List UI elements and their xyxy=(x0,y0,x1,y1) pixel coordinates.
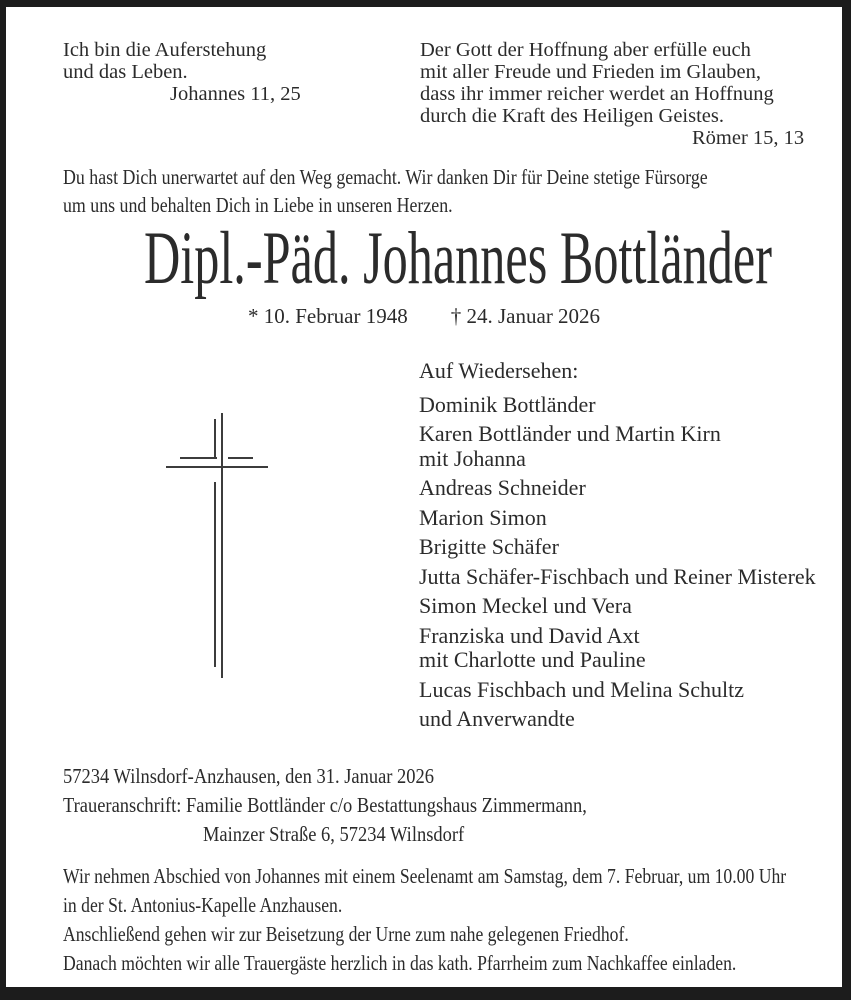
mourner-name: Franziska und David Axt xyxy=(419,622,640,648)
quote-line: mit aller Freude und Frieden im Glauben, xyxy=(420,61,762,83)
mourner-group xyxy=(419,422,829,471)
mourner-name: Lucas Fischbach und Melina Schultz xyxy=(419,676,745,702)
deceased-name: Dipl.-Päd. Johannes Bottländer xyxy=(143,217,772,300)
memorial-cross-icon xyxy=(160,405,280,690)
mourner-name: mit Johanna xyxy=(419,445,526,471)
mourner-name: Marion Simon xyxy=(419,504,547,530)
mourner-name: mit Charlotte und Pauline xyxy=(419,647,646,672)
death-date: † 24. Januar 2026 xyxy=(450,304,601,328)
mourner-group xyxy=(419,565,829,590)
mourner-name: und Anverwandte xyxy=(419,706,575,731)
mourner-group xyxy=(419,624,829,673)
quote-right-source: Römer 15, 13 xyxy=(692,127,805,149)
mourner-group xyxy=(419,393,829,418)
announcement-line: in der St. Antonius-Kapelle Anzhausen. xyxy=(63,893,343,917)
farewell-heading: Auf Wiedersehen: xyxy=(419,358,579,383)
announcement-line: Wir nehmen Abschied von Johannes mit einem Seelenamt am Samstag, dem 7. Februar, um 10.00 Uhr xyxy=(63,864,787,888)
birth-date: * 10. Februar 1948 xyxy=(247,304,408,328)
mourner-group xyxy=(419,707,829,732)
mourner-group xyxy=(419,594,829,619)
mourning-address-block xyxy=(63,762,823,849)
life-dates xyxy=(6,303,842,329)
address-line: Traueranschrift: Familie Bottländer c/o Bestattungshaus Zimmermann, xyxy=(63,793,587,817)
announcement-line: Danach möchten wir alle Trauergäste herzlich in das kath. Pfarrheim zum Nachkaffee einladen. xyxy=(63,951,737,975)
funeral-announcements xyxy=(63,862,843,978)
quote-line: Ich bin die Auferstehung xyxy=(63,39,267,61)
announcement-line: Anschließend gehen wir zur Beisetzung der Urne zum nahe gelegenen Friedhof. xyxy=(63,922,629,946)
intro-line: Du hast Dich unerwartet auf den Weg gemacht. Wir danken Dir für Deine stetige Fürsorge xyxy=(63,165,708,189)
mourner-group xyxy=(419,535,829,560)
mourner-name: Jutta Schäfer-Fischbach und Reiner Misterek xyxy=(419,563,816,589)
mourner-name: Simon Meckel und Vera xyxy=(419,593,632,618)
mourner-name: Dominik Bottländer xyxy=(419,391,596,417)
announcement-paragraph xyxy=(63,862,843,920)
mourner-group xyxy=(419,678,829,703)
mourners-section xyxy=(419,359,829,737)
quote-line: und das Leben. xyxy=(63,61,188,83)
address-line: Mainzer Straße 6, 57234 Wilnsdorf xyxy=(203,822,465,846)
quote-line: durch die Kraft des Heiligen Geistes. xyxy=(420,105,724,127)
quote-left-lines xyxy=(63,39,393,83)
intro-line: um uns und behalten Dich in Liebe in unseren Herzen. xyxy=(63,193,453,217)
announcement-paragraph xyxy=(63,949,843,978)
mourner-name: Andreas Schneider xyxy=(419,475,586,500)
quote-line: Der Gott der Hoffnung aber erfülle euch xyxy=(420,39,751,61)
announcement-paragraph xyxy=(63,920,843,949)
scripture-quote-left xyxy=(63,39,393,105)
quote-right-lines xyxy=(420,39,820,127)
mourner-name: Brigitte Schäfer xyxy=(419,534,559,559)
mourner-group xyxy=(419,476,829,501)
quote-line: dass ihr immer reicher werdet an Hoffnung xyxy=(420,83,774,105)
mourner-group xyxy=(419,506,829,531)
intro-paragraph xyxy=(63,163,843,219)
quote-left-source: Johannes 11, 25 xyxy=(170,83,301,105)
mourner-groups xyxy=(419,393,829,732)
address-line: 57234 Wilnsdorf-Anzhausen, den 31. Januar 2026 xyxy=(63,764,435,788)
mourner-name: Karen Bottländer und Martin Kirn xyxy=(419,421,721,446)
scripture-quote-right xyxy=(420,39,820,149)
